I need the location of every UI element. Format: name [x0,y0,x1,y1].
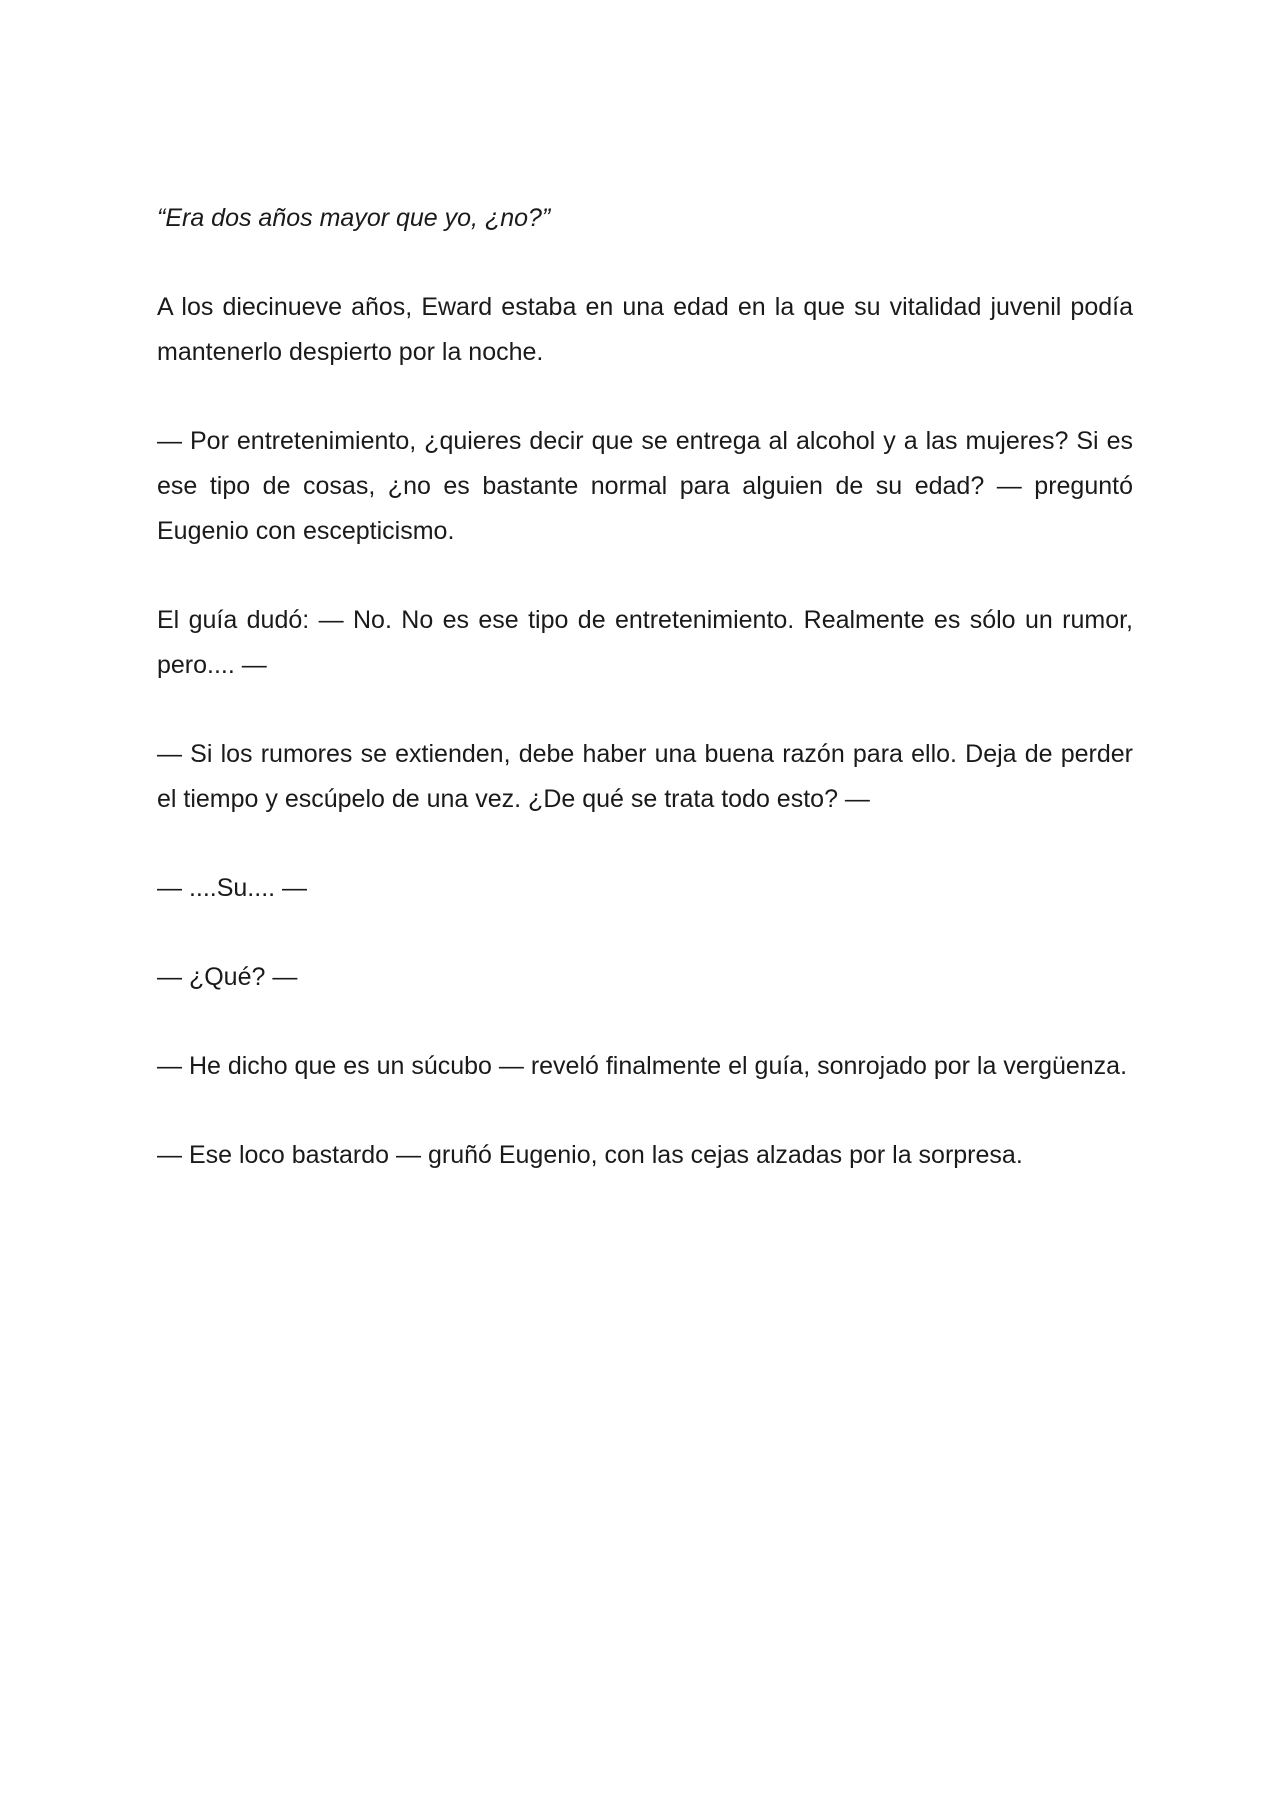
paragraph-8: — He dicho que es un súcubo — reveló finalmente el guía, sonrojado por la vergüenza. [157,1052,1128,1080]
paragraph-7: — ¿Qué? — [157,963,298,991]
paragraph-2: A los diecinueve años, Eward estaba en una edad en la que su vitalidad juvenil podía mantenerlo despierto por la noche. [157,293,1133,366]
paragraph-4: El guía dudó: — No. No es ese tipo de entretenimiento. Realmente es sólo un rumor, pero.... — [157,606,1133,679]
paragraph-3: — Por entretenimiento, ¿quieres decir que se entrega al alcohol y a las mujeres? Si es ese tipo de cosas, ¿no es bastante normal para alguien de su edad? — preguntó Eugenio con escepticismo. [157,427,1133,545]
paragraph-6: — ....Su.... — [157,874,308,902]
paragraph-9: — Ese loco bastardo — gruñó Eugenio, con las cejas alzadas por la sorpresa. [157,1141,1023,1169]
document-body [157,196,1133,1222]
paragraph-1: “Era dos años mayor que yo, ¿no?” [157,204,551,232]
paragraph-5: — Si los rumores se extienden, debe haber una buena razón para ello. Deja de perder el tiempo y escúpelo de una vez. ¿De qué se trata todo esto? — [157,740,1133,813]
